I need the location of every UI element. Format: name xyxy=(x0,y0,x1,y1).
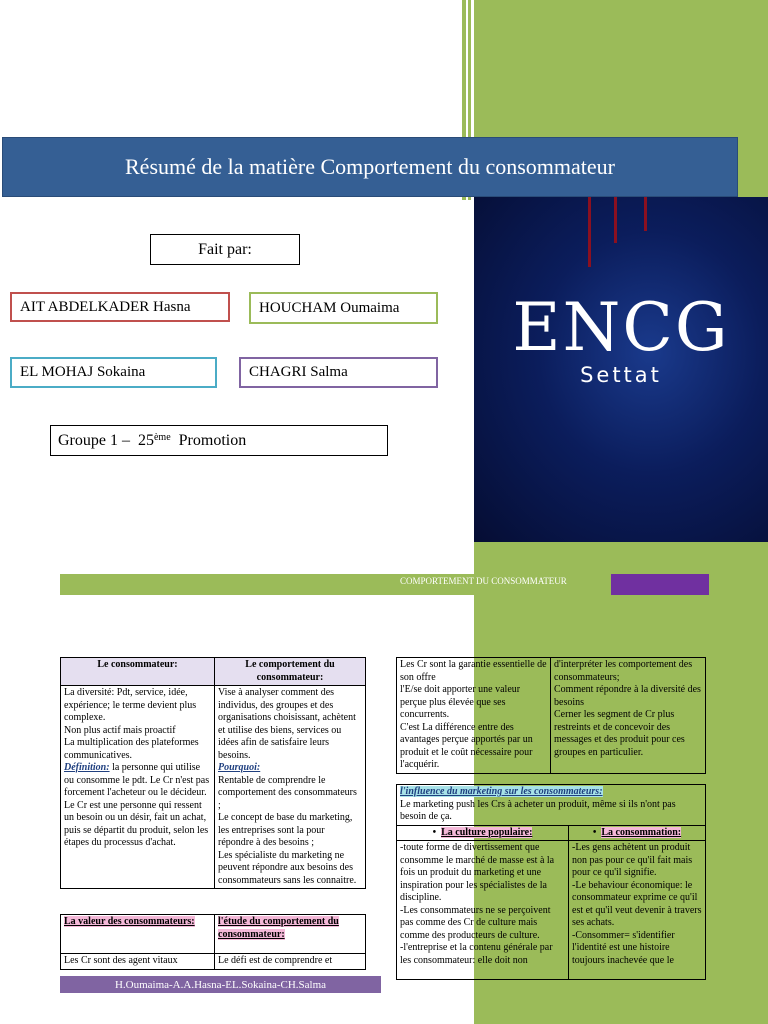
consumer-value-table xyxy=(60,914,366,970)
table-cell xyxy=(397,785,706,826)
section-header-text: COMPORTEMENT DU CONSOMMATEUR xyxy=(400,576,567,586)
author-box: AIT ABDELKADER Hasna xyxy=(10,292,230,322)
popular-culture-label: La culture populaire: xyxy=(441,826,533,838)
logo-wordmark: ENCG xyxy=(512,289,730,366)
table-cell: -Les gens achètent un produit non pas pour ce qu'il fait mais pour ce qu'il signifie. -Le behaviour économique: le consommateur exprime ce qu'il est et qu'il veut devenir à travers ses achats. -Consommer= s'identifier l'identité est une histoire toujours inachevée que le xyxy=(569,841,706,980)
study-label: l'étude du comportement du consommateur: xyxy=(218,916,339,940)
author-box: CHAGRI Salma xyxy=(239,357,438,388)
table-cell xyxy=(215,686,366,889)
encg-logo-panel xyxy=(474,197,768,542)
logo-red-bar xyxy=(644,197,647,231)
consumption-label: La consommation: xyxy=(601,826,682,838)
group-box xyxy=(50,425,388,456)
influence-label: l'influence du marketing sur les consommateurs: xyxy=(400,786,603,797)
table-cell: Le défi est de comprendre et xyxy=(215,954,366,970)
document-title: Résumé de la matière Comportement du consommateur xyxy=(2,137,738,197)
logo-red-bar xyxy=(588,197,591,267)
bullet-cell: • La consommation: xyxy=(569,825,706,841)
table-header: Le comportement du consommateur: xyxy=(215,658,366,686)
cell-text: Le marketing push les Crs à acheter un produit, même si ils n'ont pas besoin de ça. xyxy=(400,798,676,822)
group-superscript: ème xyxy=(153,432,171,443)
cell-text: la personne qui utilise ou consomme le pdt. Le Cr n'est pas forcement l'acheteur ou le décideur. Le Cr est une personne qui ressent un besoin ou un désir, fait un achat, puis se départit du produit, selon les étapes du processus d'achat. xyxy=(64,762,210,848)
made-by-label: Fait par: xyxy=(150,234,300,265)
logo-subtitle: Settat xyxy=(580,363,662,387)
consumer-table xyxy=(60,657,366,889)
cell-text: La diversité: Pdt, service, idée, expérience; le terme devient plus complexe. Non plus actif mais proactif La multiplication des plateformes communicatives. xyxy=(64,687,199,761)
definition-label: Définition: xyxy=(64,762,110,773)
group-prefix: Groupe 1 – 25 xyxy=(58,431,154,449)
table-header xyxy=(61,915,215,954)
section-header-purple xyxy=(611,574,709,595)
value-label: La valeur des consommateurs: xyxy=(64,916,195,927)
cell-text: Vise à analyser comment des individus, des groupes et des organisations choisissant, achètent et utilise des biens, services ou idées afin de satisfaire leurs besoins. xyxy=(218,687,356,761)
table-cell: d'interpréter les comportement des consommateurs; Comment répondre à la diversité des besoins Cerner les segment de Cr plus restreints et de concevoir des messages et des produit pour ces groupes en particulier. xyxy=(551,658,706,774)
continuation-table xyxy=(396,657,706,774)
table-cell xyxy=(61,686,215,889)
table-cell: Les Cr sont des agent vitaux xyxy=(61,954,215,970)
table-header xyxy=(215,915,366,954)
bullet-cell: • La culture populaire: xyxy=(397,825,569,841)
why-label: Pourquoi: xyxy=(218,762,261,773)
table-cell: -toute forme de divertissement que consomme le marché de masse est à la fois un produit du marketing et une inspiration pour les spécialistes de la discipline. -Les consommateurs ne se perçoivent pas comme des Cr de culture mais comme des producteurs de culture. -l'entreprise et la contenu générale par les consommateur: elle doit non xyxy=(397,841,569,980)
group-suffix: Promotion xyxy=(170,431,247,449)
table-header: Le consommateur: xyxy=(61,658,215,686)
footer-authors: H.Oumaima-A.A.Hasna-EL.Sokaina-CH.Salma xyxy=(60,976,381,993)
table-cell: Les Cr sont la garantie essentielle de son offre l'E/se doit apporter une valeur perçue plus élevée que ses concurrents. C'est La différence entre des avantages perçue apportés par un produit et le coût nécessaire pour l'acquérir. xyxy=(397,658,551,774)
author-box: HOUCHAM Oumaima xyxy=(249,292,438,324)
logo-red-bar xyxy=(614,197,617,243)
author-box: EL MOHAJ Sokaina xyxy=(10,357,217,388)
cell-text: Rentable de comprendre le comportement des consommateurs ; Le concept de base du marketing, les entreprises sont la pour répondre à des besoins ; Les spécialiste du marketing ne peuvent répondre aux besoins des consommateurs sans les connaitre. xyxy=(218,774,357,886)
marketing-influence-table xyxy=(396,784,706,980)
